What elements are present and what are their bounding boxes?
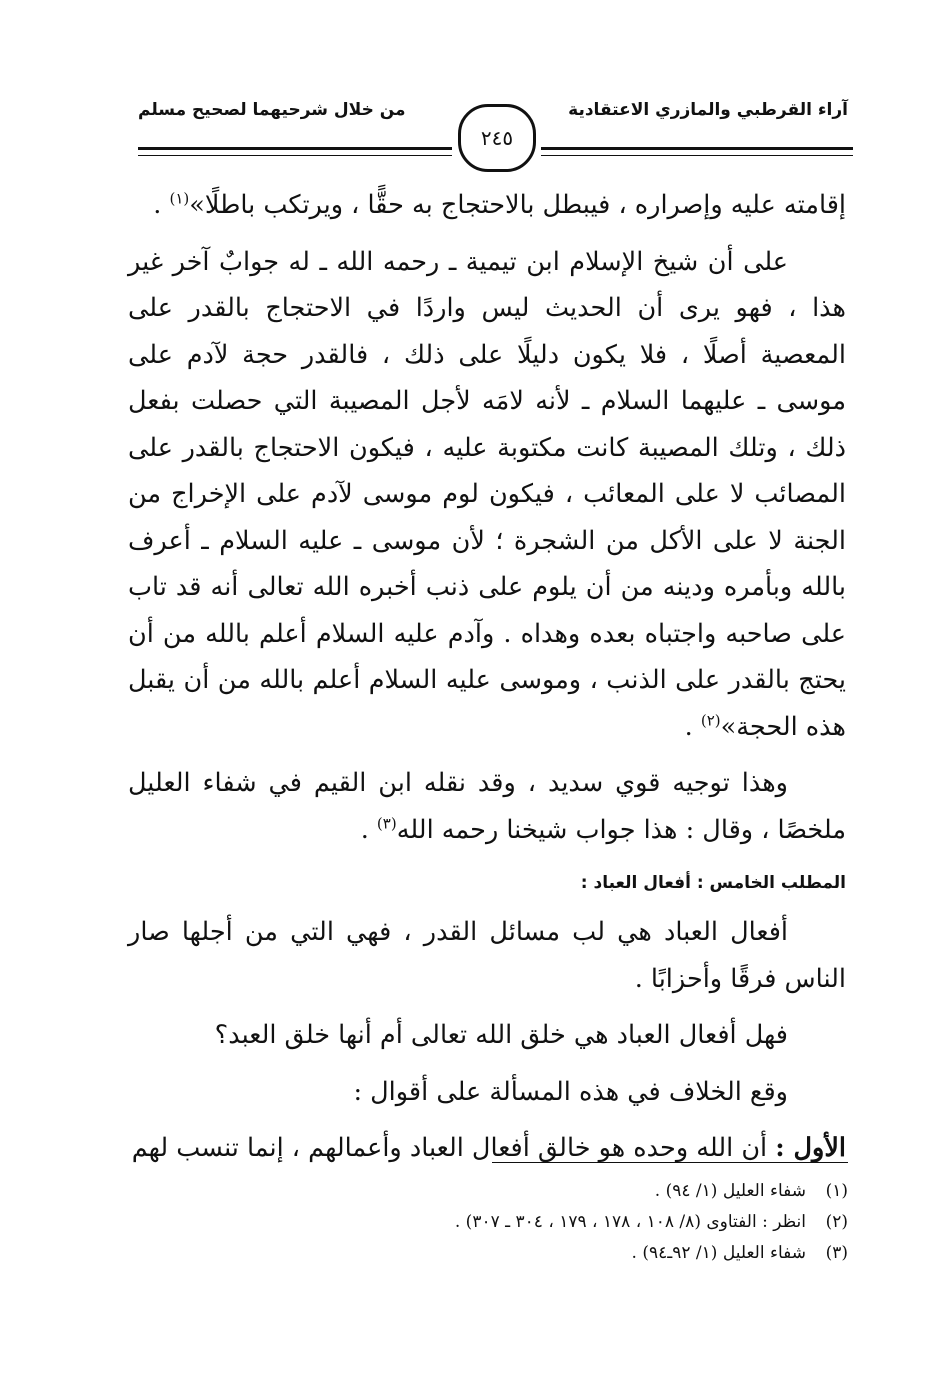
footnote-ref-1[interactable]: (١) bbox=[169, 189, 190, 208]
header-rule-right-bottom bbox=[541, 155, 853, 156]
footnote-1: (١)شفاء العليل (١/ ٩٤) . bbox=[654, 1181, 848, 1201]
footnote-3: (٣)شفاء العليل (١/ ٩٢ـ٩٤) . bbox=[631, 1243, 848, 1263]
paragraph-2: على أن شيخ الإسلام ابن تيمية ـ رحمه الله ـ له جوابٌ آخر غير هذا ، فهو يرى أن الحديث ليس واردًا في الاحتجاج بالقدر على المعصية أصلًا ، فلا يكون دليلًا على ذلك ، فالقدر حجة لآدم على موسى ـ عليهما السلام ـ لأنه لامَه لأجل المصيبة التي حصلت بفعل ذلك ، وتلك المصيبة كانت مكتوبة عليه ، فيكون الاحتجاج بالقدر على المصائب لا على المعائب ، فيكون لوم موسى لآدم على الإخراج من الجنة لا على الأكل من الشجرة ؛ لأن موسى ـ عليه السلام ـ أعرف بالله وبأمره ودينه من أن يلوم على ذنب أخبره الله تعالى أنه قد تاب على صاحبه واجتباه بعده وهداه . وآدم عليه السلام أعلم بالله من أن يحتج بالقدر على الذنب ، وموسى عليه السلام أعلم بالله من أن يقبل هذه الحجة»$^{(٢)}$ . bbox=[128, 246, 846, 742]
header-rule-left-bottom bbox=[138, 155, 452, 156]
header-rule-right-top bbox=[541, 147, 853, 150]
running-title-left: من خلال شرحيهما لصحيح مسلم bbox=[138, 100, 406, 120]
page-number: ٢٤٥ bbox=[458, 104, 536, 172]
paragraph-3: وهذا توجيه قوي سديد ، وقد نقله ابن القيم في شفاء العليل ملخصًا ، وقال : هذا جواب شيخنا رحمه الله$^{(٣)}$ . bbox=[128, 768, 846, 845]
paragraph-6: وقع الخلاف في هذه المسألة على أقوال : bbox=[353, 1076, 788, 1107]
paragraph-4: أفعال العباد هي لب مسائل القدر ، فهي التي من أجلها صار الناس فرقًا وأحزابًا . bbox=[128, 917, 846, 994]
running-title-right: آراء القرطبي والمازري الاعتقادية bbox=[568, 100, 848, 120]
section-heading: المطلب الخامس : أفعال العباد : bbox=[580, 873, 846, 893]
header-rule-left-top bbox=[138, 147, 452, 150]
footnote-ref-2[interactable]: (٢) bbox=[700, 711, 721, 729]
paragraph-5: فهل أفعال العباد هي خلق الله تعالى أم أنها خلق العبد؟ bbox=[214, 1020, 788, 1050]
footnotes bbox=[130, 1176, 848, 1269]
main-text bbox=[128, 182, 846, 1182]
footnote-separator bbox=[492, 1162, 848, 1163]
paragraph-1: إقامته عليه وإصراره ، فيبطل بالاحتجاج به حقًّا ، ويرتكب باطلًا»$^{(١)}$ . bbox=[153, 189, 846, 220]
paragraph-7: الأول : أن الله وحده هو خالق أفعال العباد وأعمالهم ، إنما تنسب لهم bbox=[131, 1133, 846, 1163]
footnote-2: (٢)انظر : الفتاوى (٨/ ١٠٨ ، ١٧٨ ، ١٧٩ ، ٣٠٤ ـ ٣٠٧) . bbox=[454, 1212, 848, 1232]
first-opinion-label: الأول : bbox=[775, 1133, 846, 1163]
footnote-ref-3[interactable]: (٣) bbox=[376, 814, 397, 832]
